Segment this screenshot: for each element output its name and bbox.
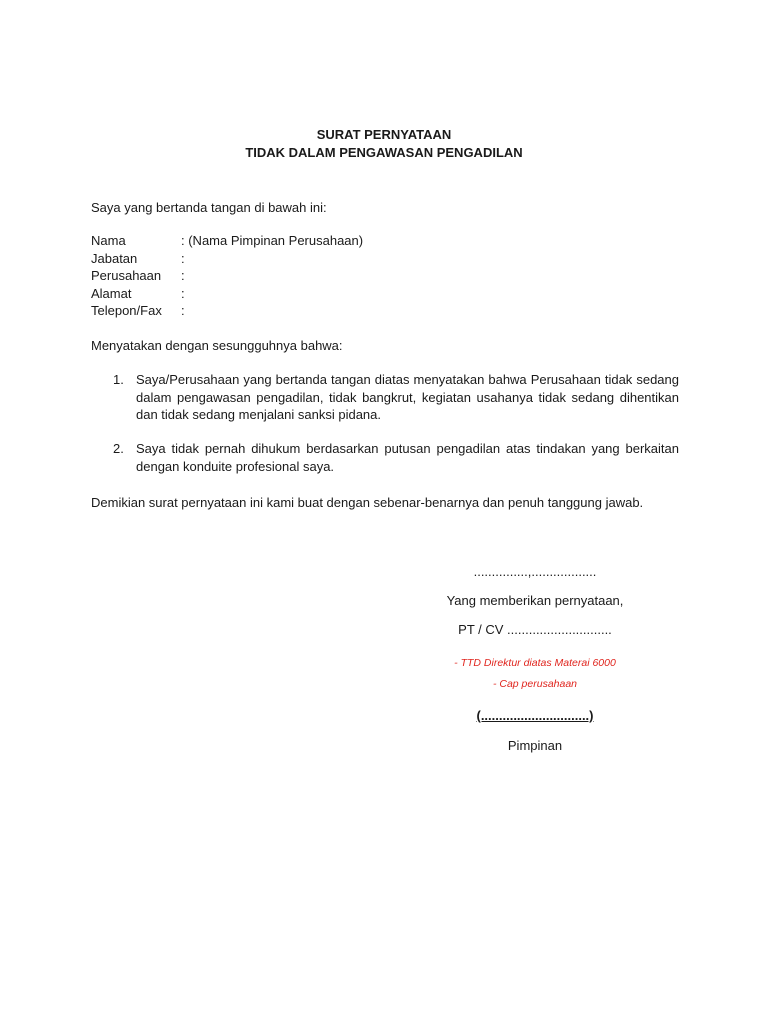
field-label: Nama — [91, 233, 126, 248]
field-value: : (Nama Pimpinan Perusahaan) — [181, 233, 364, 248]
signature-note-ttd: - TTD Direktur diatas Materai 6000 — [454, 657, 616, 669]
signature-company: PT / CV ............................. — [458, 622, 612, 637]
field-value: : — [181, 303, 185, 318]
field-label: Alamat — [91, 285, 132, 301]
signature-date-line: ...............,.................. — [473, 564, 597, 579]
list-item — [91, 371, 679, 424]
field-row-perusahaan — [91, 267, 363, 285]
intro-paragraph: Saya yang bertanda tangan di bawah ini: — [91, 200, 327, 215]
list-item — [91, 440, 679, 475]
signature-role: Pimpinan — [507, 738, 563, 753]
field-row-telepon — [91, 302, 363, 320]
field-value: : — [181, 250, 185, 266]
field-label: Telepon/Fax — [91, 303, 162, 318]
signature-name-line: (..............................) — [476, 708, 594, 723]
field-label: Jabatan — [91, 250, 138, 266]
list-number: 1. — [113, 372, 124, 387]
declaration-lead: Menyatakan dengan sesungguhnya bahwa: — [91, 338, 343, 353]
document-title: SURAT PERNYATAAN — [316, 127, 452, 142]
list-text: Saya/Perusahaan yang bertanda tangan diatas menyatakan bahwa Perusahaan tidak sedang dalam pengawasan pengadilan, tidak bangkrut, kegiatan usahanya tidak sedang dihentikan dan tidak sedang menjalani sanksi pidana. — [136, 372, 679, 422]
document-subtitle: TIDAK DALAM PENGAWASAN PENGADILAN — [245, 145, 523, 160]
identity-fields — [91, 232, 363, 320]
field-value: : — [181, 285, 185, 301]
field-row-jabatan — [91, 250, 363, 268]
closing-paragraph: Demikian surat pernyataan ini kami buat dengan sebenar-benarnya dan penuh tanggung jawab. — [91, 495, 644, 510]
field-value: : — [181, 268, 185, 283]
field-row-nama — [91, 232, 363, 250]
field-label: Perusahaan — [91, 268, 162, 283]
list-number: 2. — [113, 441, 124, 456]
list-text: Saya tidak pernah dihukum berdasarkan putusan pengadilan atas tindakan yang berkaitan dengan konduite profesional saya. — [136, 441, 679, 474]
signature-note-stamp: - Cap perusahaan — [492, 678, 578, 690]
signature-giver: Yang memberikan pernyataan, — [446, 593, 624, 608]
field-row-alamat — [91, 285, 363, 303]
